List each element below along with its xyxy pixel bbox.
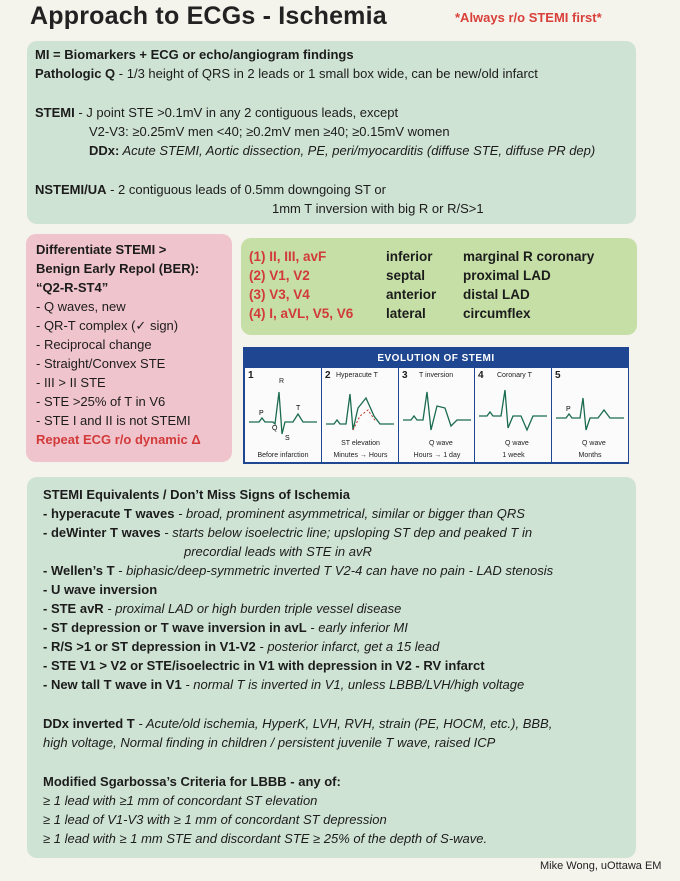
ber-item: - Straight/Convex STE <box>36 356 166 371</box>
equivalent-item: - hyperacute T waves - broad, prominent asymmetrical, similar or bigger than QRS <box>43 506 525 521</box>
nstemi-definition-2: 1mm T inversion with big R or R/S>1 <box>272 201 484 216</box>
equivalent-item: - ST depression or T wave inversion in avL - early inferior MI <box>43 620 408 635</box>
region-septal: septal <box>386 268 426 283</box>
leads-anterior: (3) V3, V4 <box>249 287 310 302</box>
svg-text:P: P <box>566 406 571 413</box>
evolution-panel-5: 5 P Q wave Months <box>551 368 628 462</box>
equivalent-item: - deWinter T waves - starts below isoelectric line; upsloping ST dep and peaked T in <box>43 525 533 540</box>
equivalent-item: - New tall T wave in V1 - normal T is inverted in V1, unless LBBB/LVH/high voltage <box>43 677 525 692</box>
svg-text:S: S <box>285 435 290 442</box>
ecg-hyperacute-waveform <box>322 386 399 442</box>
ddx-inverted-t: DDx inverted T - Acute/old ischemia, HyperK, LVH, RVH, strain (PE, HOCM, etc.), BBB, <box>43 716 553 731</box>
stemi-equivalents-box <box>27 477 636 858</box>
stemi-definition: STEMI - J point STE >0.1mV in any 2 contiguous leads, except <box>35 105 399 120</box>
svg-text:T: T <box>296 405 301 412</box>
ber-item: - STE I and II is not STEMI <box>36 413 191 428</box>
svg-text:P: P <box>259 410 264 417</box>
page-title: Approach to ECGs - Ischemia <box>30 2 387 30</box>
equivalent-item: - U wave inversion <box>43 582 158 597</box>
ber-item: - Reciprocal change <box>36 337 152 352</box>
ber-heading-2: Benign Early Repol (BER): <box>36 261 200 276</box>
sgarbossa-criterion: ≥ 1 lead with ≥ 1 mm STE and discordant STE ≥ 25% of the depth of S-wave. <box>43 831 488 846</box>
evolution-of-stemi-figure <box>243 347 629 464</box>
stemi-ddx: DDx: Acute STEMI, Aortic dissection, PE, peri/myocarditis (diffuse STE, diffuse PR dep) <box>89 143 596 158</box>
ber-mnemonic: “Q2-R-ST4” <box>36 280 109 295</box>
equivalents-heading: STEMI Equivalents / Don’t Miss Signs of Ischemia <box>43 487 351 502</box>
artery-anterior: distal LAD <box>463 287 530 302</box>
leads-inferior: (1) II, III, avF <box>249 249 327 264</box>
ecg-t-inversion-waveform <box>399 386 475 442</box>
ber-item: - Q waves, new <box>36 299 126 314</box>
equivalent-item: - R/S >1 or ST depression in V1-V2 - posterior infarct, get a 15 lead <box>43 639 440 654</box>
stemi-warning: *Always r/o STEMI first* <box>455 10 602 25</box>
artery-septal: proximal LAD <box>463 268 551 283</box>
ecg-normal-waveform <box>245 386 321 442</box>
ber-heading-1: Differentiate STEMI > <box>36 242 167 257</box>
stemi-v2v3: V2-V3: ≥0.25mV men <40; ≥0.2mV men ≥40; ≥0.15mV women <box>89 124 450 139</box>
leads-lateral: (4) I, aVL, V5, V6 <box>249 306 354 321</box>
equivalent-item: - STE V1 > V2 or STE/isoelectric in V1 with depression in V2 - RV infarct <box>43 658 485 673</box>
region-lateral: lateral <box>386 306 426 321</box>
ber-item: - STE >25% of T in V6 <box>36 394 166 409</box>
pathologic-q: Pathologic Q - 1/3 height of QRS in 2 leads or 1 small box wide, can be new/old infarct <box>35 66 538 81</box>
equivalent-item: precordial leads with STE in avR <box>184 544 372 559</box>
region-inferior: inferior <box>386 249 433 264</box>
ecg-old-infarct-waveform <box>552 386 628 442</box>
sgarbossa-criterion: ≥ 1 lead of V1-V3 with ≥ 1 mm of concordant ST depression <box>43 812 387 827</box>
ber-item: - QR-T complex (✓ sign) <box>36 318 179 333</box>
sgarbossa-heading: Modified Sgarbossa’s Criteria for LBBB - any of: <box>43 774 341 789</box>
repeat-ecg: Repeat ECG r/o dynamic Δ <box>36 432 201 447</box>
evolution-panel-3: 3 T inversion Q wave Hours → 1 day <box>398 368 475 462</box>
svg-text:Q: Q <box>272 425 278 432</box>
ber-item: - III > II STE <box>36 375 106 390</box>
artery-lateral: circumflex <box>463 306 531 321</box>
evolution-panel-1: 1 R P T Q S Before infarction <box>245 368 321 462</box>
leads-territory-box <box>241 238 637 335</box>
nstemi-definition: NSTEMI/UA - 2 contiguous leads of 0.5mm downgoing ST or <box>35 182 386 197</box>
sgarbossa-criterion: ≥ 1 lead with ≥1 mm of concordant ST elevation <box>43 793 318 808</box>
equivalent-item: - STE avR - proximal LAD or high burden triple vessel disease <box>43 601 402 616</box>
region-anterior: anterior <box>386 287 437 302</box>
equivalent-item: - Wellen’s T - biphasic/deep-symmetric inverted T V2-4 can have no pain - LAD stenosis <box>43 563 554 578</box>
evolution-panel-4: 4 Coronary T Q wave 1 week <box>474 368 552 462</box>
ecg-coronary-t-waveform <box>475 386 552 442</box>
ber-box <box>26 234 232 462</box>
evolution-title: EVOLUTION OF STEMI <box>245 349 627 368</box>
leads-septal: (2) V1, V2 <box>249 268 310 283</box>
artery-inferior: marginal R coronary <box>463 249 595 264</box>
mi-definition: MI = Biomarkers + ECG or echo/angiogram findings <box>35 47 354 62</box>
author-credit: Mike Wong, uOttawa EM <box>540 860 662 872</box>
ddx-inverted-t-2: high voltage, Normal finding in children / persistent juvenile T wave, raised ICP <box>43 735 496 750</box>
evolution-panel-2: 2 Hyperacute T ST elevation Minutes → Hours <box>321 368 399 462</box>
definitions-box <box>27 41 636 224</box>
